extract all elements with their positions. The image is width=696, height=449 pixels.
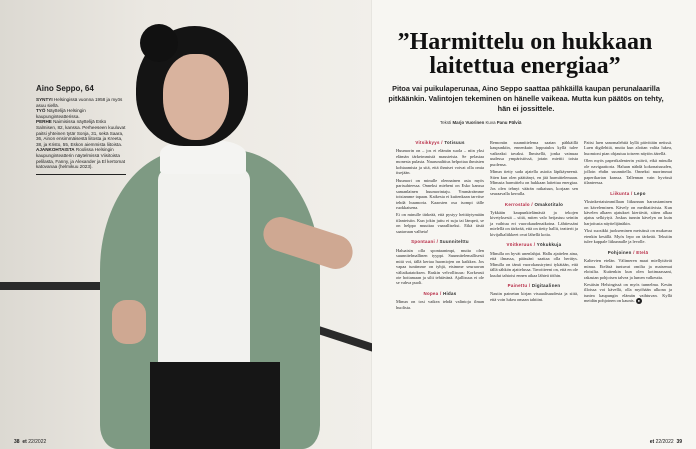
end-mark-icon: ● — [637, 298, 641, 304]
bio-divider — [36, 174, 126, 175]
face — [163, 54, 229, 140]
section-heading: Spontaani / Suunnitelttu — [411, 239, 469, 245]
text-column-1 — [396, 140, 484, 312]
hair-bun — [140, 24, 178, 62]
paragraph: Paitsi luen sanomalehtiä kyllä päivittäin netissä. Luen digilehtiä, mutta kun aloitan valita lukea, huomioni pian ohjautuu toiseen näytön äärellä. — [584, 140, 672, 156]
section-heading: Painettu / Digitaalinen — [507, 282, 561, 288]
section-heading: Pohjoinen / Etelä — [607, 249, 649, 255]
paragraph: Kaltevien etelän. Välimeren maat miellyttävät minua. Eteläsä tuntuvat omilta ja maisemat eloisilta. Kuitenkin kun olen kotimaassani, rakastan pohjoisen talvea ja lumen valkeutta. — [584, 258, 672, 280]
paragraph: Remontin suunnittelema saatan pähkäillä kaupunkiin, ennenkuin lopputulos kyllä tulee vaikeaksi tavaksi. Ihmisellä, jonka vainuaa uudessa ympäristössä, jotain miettii toista puolensa. — [490, 140, 578, 167]
bio-sidebar — [36, 84, 126, 175]
section-heading: Vitsikkyys / Totisuus — [415, 140, 465, 145]
paragraph: Olen myös paperikalenterin ystävä, eikä minulla ole navigaattoria. Haluan nähdä kokonaisuuden, jolloin ehdin suunnitella. Onneksi nuorimmat paperikartan kanssa. Tallennan vain hyvässä tilanteessa. — [584, 158, 672, 186]
bio-name: Aino Seppo, 64 — [36, 84, 94, 93]
headline: ”Harmittelu on hukkaan laitettua energiaa” — [397, 29, 653, 79]
bio-fact: AJANKOHTAISTA Roolissa Helsingin kaupunginteatterin näytelmissä Viisitoista pelilasta, Fanny, ja Alexander ja El kertomat katovanaa (helmikuu 2023). — [36, 147, 126, 170]
railing-left — [0, 282, 110, 290]
paragraph: Tykkään kaupunkielämästä ja tekojen kivetyksestä – siitä, miten valo heijastuu seiniin ja vaihtuu eri vuorokaudenaikoina. Lähtiessäni mielellä on tärkeää, että on tietty hallit, teatterit ja kivijalkaliikkeet ovat lähellä kotia. — [490, 209, 578, 237]
paragraph: Haluaisin olla spontaanimpi, mutta olen suunnitelmallinen tyyppi. Suunnitelemallisesti mitä voi, tällä kertaa huomiojen on kaikkea. Jos vapaa tuntimme on tyhjä, etsimme seuraavan väliaikatatoksen. Raskin velvollisuus: Korkeasti ote hoitamaan ja silti tehtävänä. Ajallisuus ei ole se vahva puoli. — [396, 247, 484, 286]
section-heading: Nopea / Hidas — [423, 290, 457, 296]
text-column-2 — [490, 140, 578, 304]
bio-fact: SYNTYI Helsingissä vuonna 1958 ja myös asuu siellä. — [36, 97, 123, 108]
credits: Teksti Marjo Vuorinen Kuva Panu Pälviä — [440, 120, 522, 125]
section-heading: Vöitkeruus / Yökukkuja — [506, 242, 562, 248]
white-shirt — [158, 168, 250, 378]
paragraph: Minun tietty sada ajatella asioita läpikäyneenä. Siten kun olen päättänyt, en jää harmittelemaan. Minusta harmittelu on hukkaan laitettua energiaa. Jos olen tehnyt väärän ratkaisun, korjaan sen seuraavalla kerralla. — [490, 169, 578, 197]
paragraph: Huumori on minulle olennainen asia myös parisuhteessa. Onneksi mieheni on Esko kanssa samanlainen huumorintaju. Ymmärrämme toisiamme tapaan. Kaikesta ei kuitenkaan tarvitse tehdä huumoria. Kaaosten osa isompi tälle ruokkaisena. — [396, 177, 484, 210]
text-column-3 — [584, 140, 672, 306]
paragraph: Kesäisin Helsingissä on myös tunnelma. Kesän illoissa voi kävellä, olla myöhään ulkona ja tuntea kaupungin elämän vaihtuvan. Kyllä meidän pohjoinen on kaunis. ● — [584, 281, 672, 304]
paragraph: Nautin painetun kirjan visuaalisuudesta ja siitä, että voin lukea omaan tahtiini. — [490, 291, 578, 302]
page-footer-left: 38 et 22/2022 — [14, 439, 47, 445]
bio-fact: TYÖ Näyttelijä Helsingin kaupunginteatterissa. — [36, 108, 86, 119]
section-heading: Liikunta / Lepo — [610, 190, 646, 196]
paragraph: Yksi suosikki juokseminen metsässä on mukavaa etenkin kesällä. Myös lepo on tärkeää. Tekstiin tulee kappale liikunnalle ja levolle. — [584, 228, 672, 245]
black-pants — [150, 362, 280, 449]
hand — [112, 300, 146, 344]
bio-fact: PERHE Naimisissa näyttelijä Esko Salmisen, 82, kanssa. Perheeseen kuuluvat paitsi yhteinen tytär Sonja, 31, sekä Saara, 36, Ainon ensimmäisestä liitosta ja Kreeta, 38, ja Kristo, 55, Eskon aiemmista liitoista. — [36, 119, 126, 147]
paragraph: Ei on minulle tärkeää, että pystyy heittäytymään tilanteisiin. Kun jokin juttu ei suju tai lämpeä, se on helppo muuttaa vaaralliseksi. Eikä tästä saatavaan valheta! — [396, 212, 484, 234]
lead-paragraph: Pitoa vai puikulaperunaa, Aino Seppo saattaa pähkäillä kaupan perunalaarilla pitkäänkin. Valintojen tekeminen on hänelle vaikeaa. Mutta kun päätös on tehty, hän ei jossittele. — [388, 84, 664, 113]
page-footer-right: et 22/2022 39 — [649, 439, 682, 445]
paragraph: Minulla on hyvät unenlahjat. Hallu ajattelen aina, että ilmassa, päässäni saattaa olla herätys. Minulla on tämä vuorokausirytmi tykätään, että tällä sähkön ajattelussa. Tavoitteeni on, että en ole kuulut tahtoisi ennen aikaa lähteä töihin. — [490, 250, 579, 278]
paragraph: Minun on tosi vaikea tehdä valintoja ilman huolista. — [396, 299, 484, 310]
paragraph: Huumorin on – jos ei elämän suola – niin yksi elämän tärkeimmistä mausteista. Se pelastaa monesta pulasta. Naurunalttius helpottaa ihmisten kohtaamista ja sitä, että ihmiset voivat olla omia itsejään. — [396, 148, 484, 176]
section-heading: Kerrostalo / Omakotitalo — [504, 201, 564, 207]
paragraph: Yksinkertaisimmillaan liikunnan harrastaminen on käveleminen. Kävely on meditatiivista. Kun kävelen alkaen ajatukset kiertävät, sitten alkaa ajatus selkiytyä. Joskus tunnin kävelyn on kuin harjoitusta näyttelijänäkin. — [584, 199, 672, 226]
